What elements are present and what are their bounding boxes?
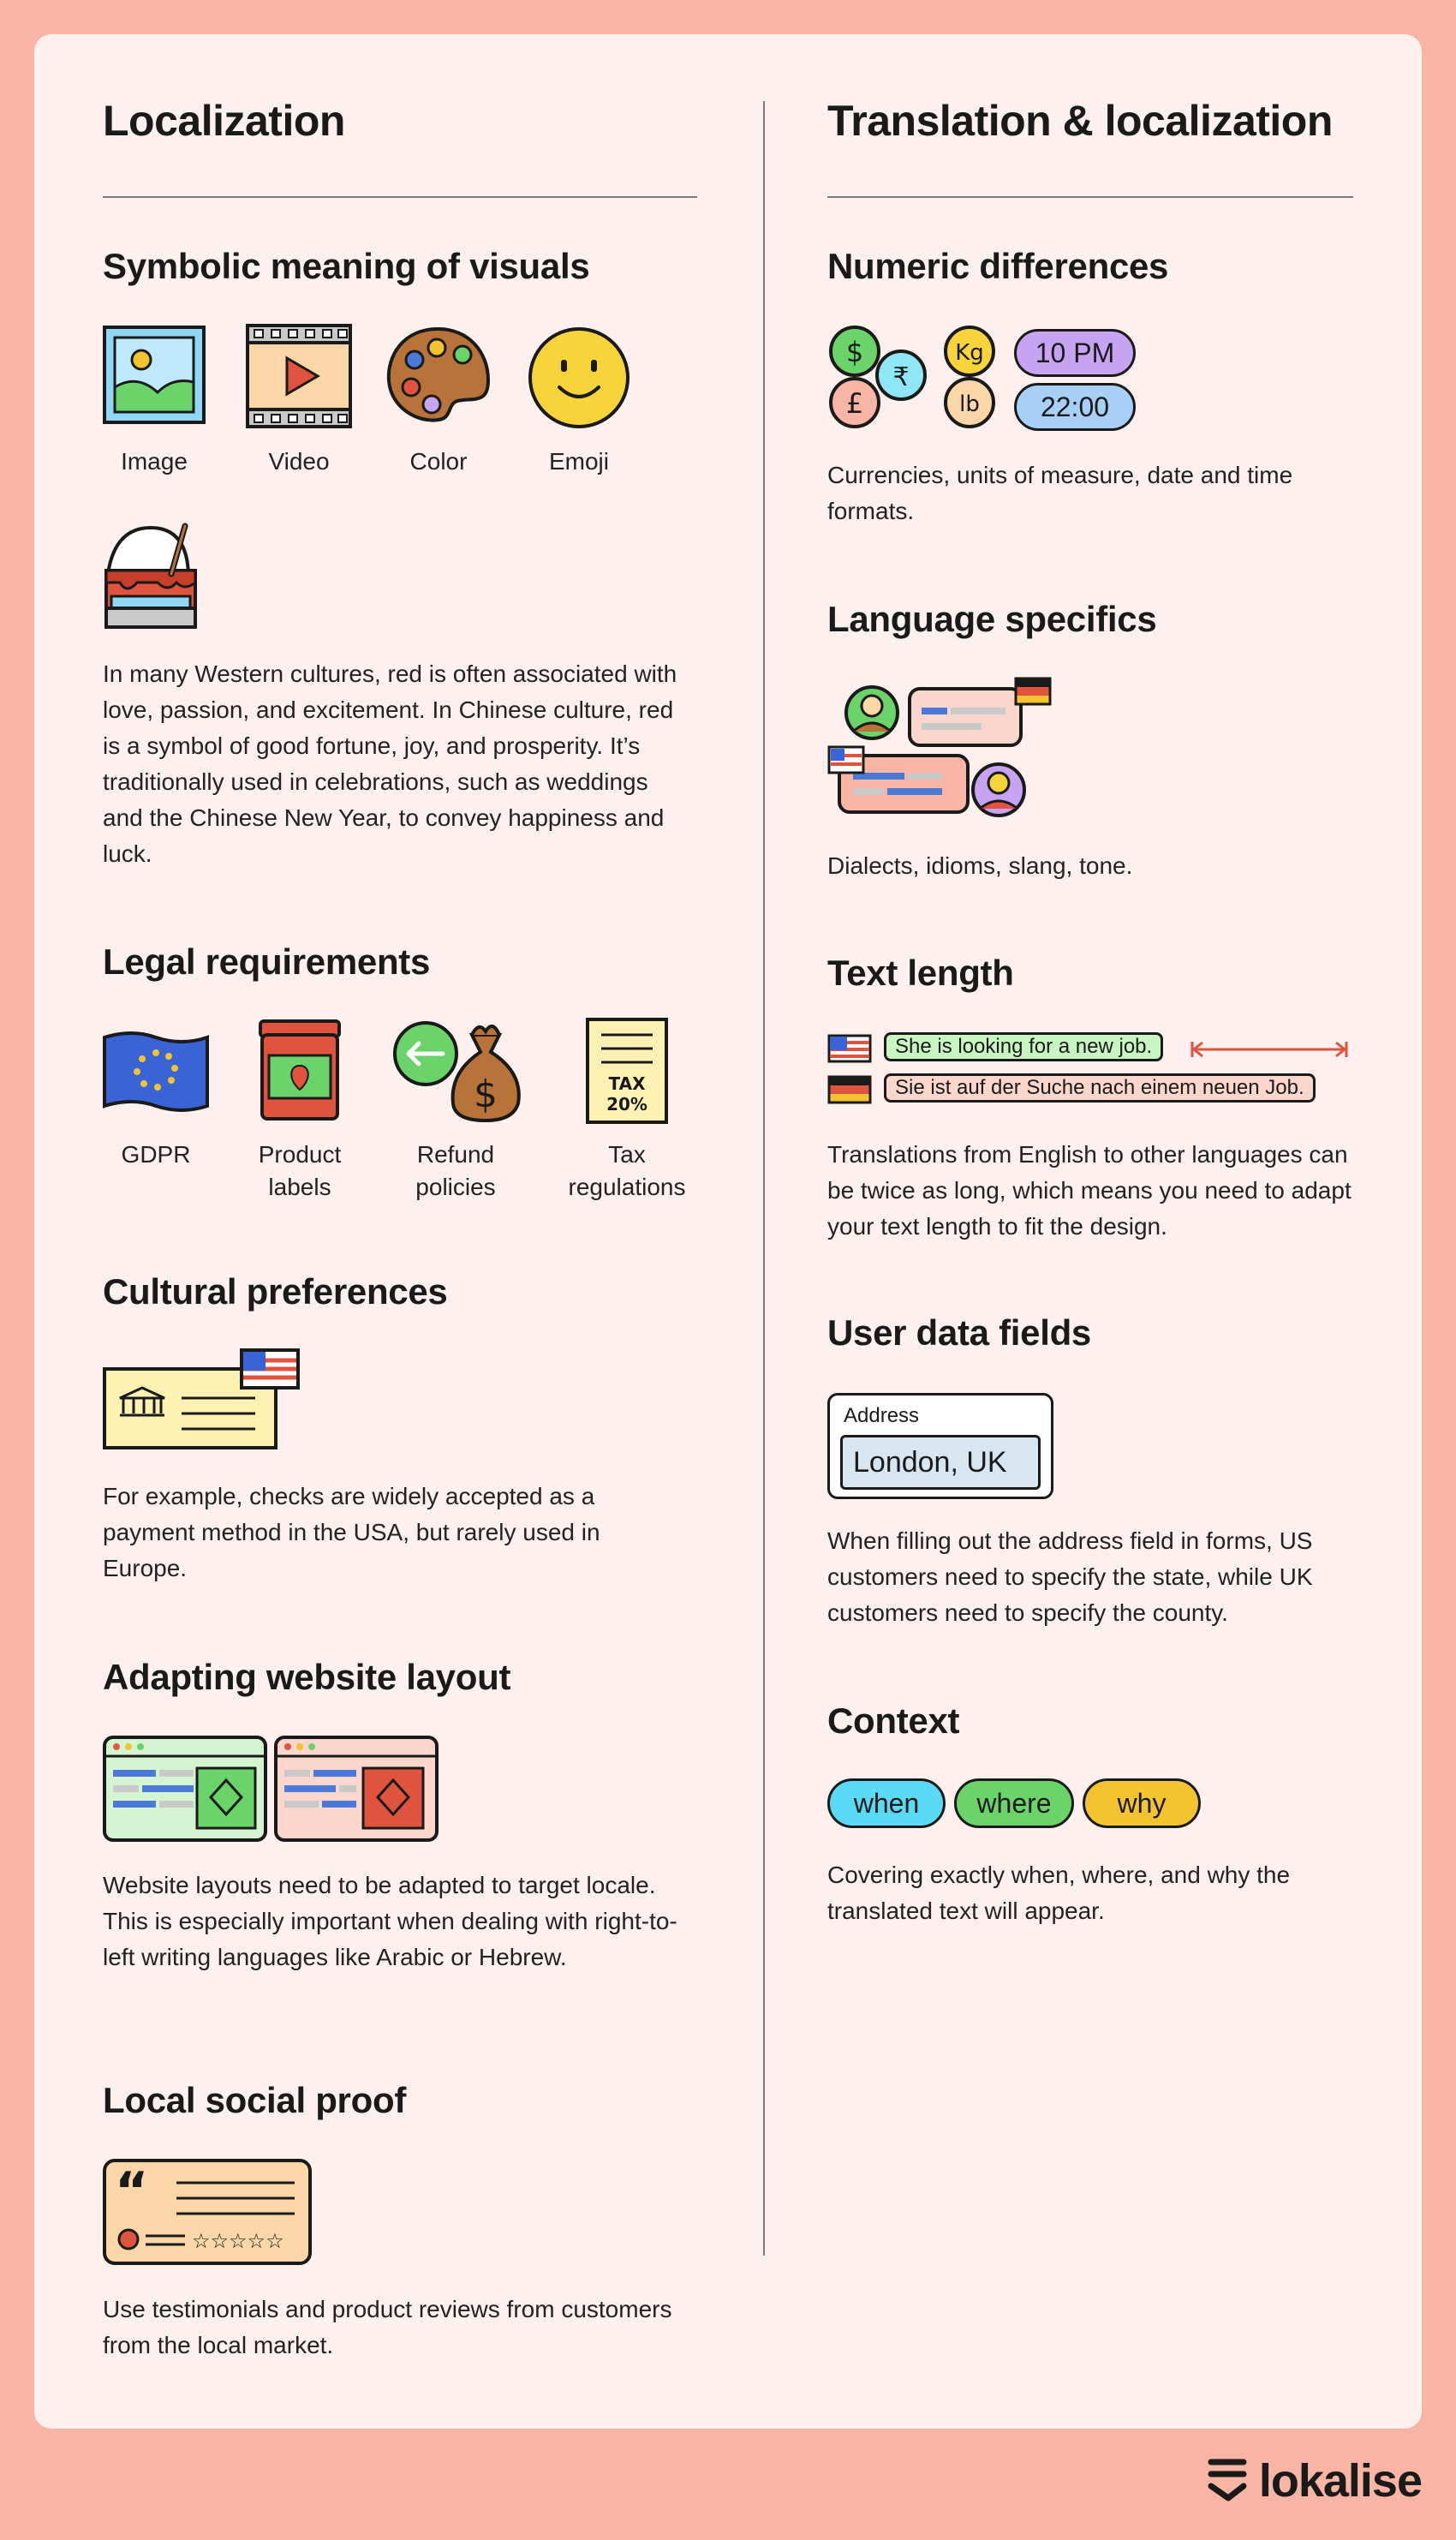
social-description: Use testimonials and product reviews from customers from the local market.	[103, 2296, 672, 2358]
context-description: Covering exactly when, where, and why the translated text will appear.	[827, 1862, 1291, 1924]
section-title-language: Language specifics	[827, 599, 1157, 639]
icon-label-image: Image	[121, 448, 188, 475]
icon-label-emoji: Emoji	[548, 448, 609, 475]
context-chip-where: where	[954, 1778, 1074, 1828]
icon-label-line: Refund	[416, 1141, 495, 1168]
unit-kg: Kg	[955, 340, 984, 366]
unit-icons	[942, 326, 997, 430]
visuals-description: In many Western cultures, red is often associated with love, passion, and excitement. In Chinese culture, red is a symbol of good fortune, joy, and prosperity. It’s traditionally used in celebrations, such as weddings and the Chinese New Year, to convey happiness and luck.	[103, 660, 677, 867]
section-title-visuals: Symbolic meaning of visuals	[103, 246, 590, 286]
title-divider	[827, 196, 1353, 198]
numeric-description: Currencies, units of measure, date and time formats.	[827, 462, 1293, 524]
conversation-icon	[827, 677, 1059, 822]
context-chip-when: when	[827, 1778, 946, 1828]
svg-text:20%: 20%	[606, 1094, 647, 1115]
column-title: Localization	[103, 97, 345, 145]
column-title: Translation & localization	[827, 97, 1333, 145]
german-flag-icon	[827, 1075, 872, 1104]
check-payment-icon	[103, 1348, 301, 1451]
website-layout-icon	[103, 1736, 439, 1844]
brand-logo	[1208, 2454, 1422, 2507]
testimonial-icon	[103, 2159, 312, 2267]
section-title-legal: Legal requirements	[103, 941, 431, 982]
image-icon	[103, 326, 206, 424]
icon-label-line: regulations	[568, 1174, 686, 1200]
svg-text:☆☆☆☆☆: ☆☆☆☆☆	[192, 2229, 284, 2253]
eu-flag-icon	[103, 1031, 209, 1113]
address-form-field	[827, 1393, 1053, 1499]
us-flag-icon	[827, 1034, 872, 1063]
icon-label-refund-policies	[391, 1139, 520, 1204]
icon-label-line: labels	[268, 1174, 331, 1200]
section-title-social: Local social proof	[103, 2080, 406, 2120]
english-sentence: She is looking for a new job.	[884, 1032, 1163, 1061]
jar-label-icon	[257, 1018, 343, 1122]
context-chip-why: why	[1083, 1778, 1201, 1828]
time-24h-chip: 22:00	[1014, 383, 1136, 431]
svg-text:TAX: TAX	[608, 1073, 646, 1094]
icon-label-color: Color	[409, 448, 468, 475]
icon-label-product-labels	[235, 1139, 365, 1204]
icon-label-line: Product	[258, 1141, 342, 1168]
icon-label-video: Video	[268, 448, 330, 475]
icon-label-line: policies	[415, 1174, 496, 1200]
icon-label-line: Tax	[608, 1141, 646, 1168]
section-title-numeric: Numeric differences	[827, 246, 1169, 286]
currency-rupee: ₹	[892, 362, 910, 392]
palette-icon	[385, 326, 492, 427]
userdata-description: When filling out the address field in forms, US customers need to specify the state, while UK customers need to specify the county.	[827, 1527, 1313, 1626]
column-divider	[763, 101, 765, 2256]
money-bag-icon	[390, 1018, 527, 1124]
tax-document-icon	[586, 1018, 668, 1124]
section-title-cultural: Cultural preferences	[103, 1271, 448, 1312]
section-title-layout: Adapting website layout	[103, 1657, 511, 1697]
time-12h-chip: 10 PM	[1014, 329, 1136, 377]
textlength-description: Translations from English to other languages can be twice as long, which means you need to adapt your text length to fit the design.	[827, 1141, 1352, 1240]
length-arrow	[1190, 1040, 1348, 1059]
paint-bucket-icon	[103, 523, 197, 631]
currency-pound: £	[845, 387, 864, 420]
lokalise-logo-icon	[1208, 2457, 1247, 2505]
video-icon	[246, 324, 352, 428]
brand-name: lokalise	[1258, 2455, 1422, 2507]
svg-text:$: $	[474, 1073, 498, 1116]
cultural-description: For example, checks are widely accepted as a payment method in the USA, but rarely used in Europe.	[103, 1483, 600, 1581]
icon-label-tax-regulations	[558, 1139, 695, 1204]
layout-description: Website layouts need to be adapted to target locale. This is especially important when dealing with right-to-left writing languages like Arabic or Hebrew.	[103, 1872, 677, 1970]
title-divider	[103, 196, 697, 198]
section-title-context: Context	[827, 1700, 960, 1741]
address-label: Address	[844, 1404, 920, 1427]
svg-text:“: “	[115, 2161, 149, 2221]
german-sentence: Sie ist auf der Suche nach einem neuen Job.	[884, 1073, 1316, 1103]
currency-icons	[827, 326, 928, 430]
unit-lb: lb	[959, 391, 980, 417]
emoji-icon	[527, 326, 631, 430]
section-title-textlength: Text length	[827, 953, 1014, 993]
currency-dollar: $	[845, 336, 864, 368]
section-title-userdata: User data fields	[827, 1312, 1091, 1353]
address-input[interactable]: London, UK	[840, 1435, 1041, 1490]
icon-label-gdpr: GDPR	[121, 1141, 191, 1168]
language-description: Dialects, idioms, slang, tone.	[827, 852, 1133, 879]
